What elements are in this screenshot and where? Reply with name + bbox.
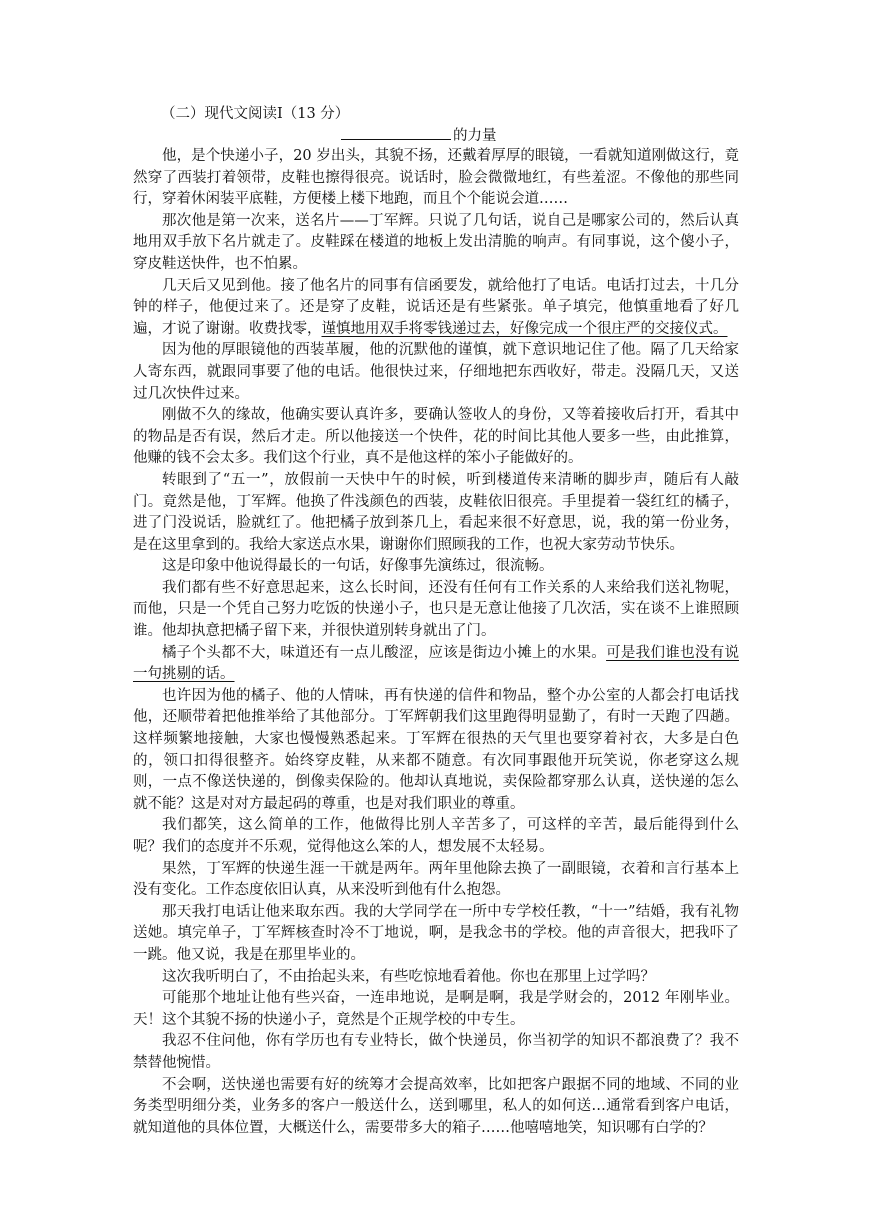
article-body xyxy=(133,146,739,1139)
title-blank-line xyxy=(341,124,451,140)
section-heading: （二）现代文阅读Ⅰ（13 分） xyxy=(161,106,350,122)
paragraph-5: 刚做不久的缘故，他确实要认真许多，要确认签收人的身份，又等着接收后打开，看其中的物品是否有误，然后才走。所以他接送一个快件，花的时间比其他人要多一些，由此推算，他赚的钱不会太多。我们这个行业，真不是他这样的笨小子能做好的。 xyxy=(133,407,739,467)
paragraph-10: 也许因为他的橘子、他的人情味，再有快递的信件和物品，整个办公室的人都会打电话找他，还顺带着把他推举给了其他部分。丁军辉朝我们这里跑得明显勤了，有时一天跑了四趟。这样频繁地接触，大家也慢慢熟悉起来。丁军辉在很热的天气里也要穿着衬衣，大多是白色的，领口扣得很整齐。始终穿皮鞋，从来都不随意。有次同事跟他开玩笑说，你老穿这么规则，一点不像送快递的，倒像卖保险的。他却认真地说，卖保险都穿那么认真，送快递的怎么就不能？这是对对方最起码的尊重，也是对我们职业的尊重。 xyxy=(133,687,739,812)
paragraph-17: 不会啊，送快递也需要有好的统筹才会提高效率，比如把客户跟据不同的地域、不同的业务类型明细分类，业务多的客户一般送什么，送到哪里，私人的如何送…通常看到客户电话，就知道他的具体位置，大概送什么，需要带多大的箱子……他嘻嘻地笑，知识哪有白学的？ xyxy=(133,1076,739,1136)
paragraph-6: 转眼到了“五一”，放假前一天快中午的时候，听到楼道传来清晰的脚步声，随后有人敲门。竟然是他，丁军辉。他换了件浅颜色的西装，皮鞋依旧很亮。手里提着一袋红红的橘子，进了门没说话，脸就红了。他把橘子放到茶几上，看起来很不好意思，说，我的第一份业务，是在这里拿到的。我给大家送点水果，谢谢你们照顾我的工作，也祝大家劳动节快乐。 xyxy=(133,471,739,553)
paragraph-7: 这是印象中他说得最长的一句话，好像事先演练过，很流畅。 xyxy=(162,558,554,575)
paragraph-1: 他，是个快递小子，20 岁出头，其貌不扬，还戴着厚厚的眼镜，一看就知道刚做这行，竟然穿了西装打着领带，皮鞋也擦得很亮。说话时，脸会微微地红，有些羞涩。不像他的那些同行，穿着休闲装平底鞋，方便楼上楼下地跑，而且个个能说会道…… xyxy=(133,148,739,208)
underlined-sentence-1: 谨慎地用双手将零钱递过去，好像完成一个很庄严的交接仪式。 xyxy=(321,320,728,337)
paragraph-4: 因为他的厚眼镜他的西装革履，他的沉默他的谨慎，就下意识地记住了他。隔了几天给家人寄东西，就跟同事要了他的电话。他很快过来，仔细地把东西收好，带走。没隔几天，又送过几次快件过来。 xyxy=(133,342,739,402)
paragraph-16: 我忍不住问他，你有学历也有专业特长，做个快递员，你当初学的知识不都浪费了？我不禁替他惋惜。 xyxy=(133,1033,739,1071)
paragraph-14: 这次我听明白了，不由抬起头来，有些吃惊地看着他。你也在那里上过学吗？ xyxy=(162,968,655,985)
paragraph-13: 那天我打电话让他来取东西。我的大学同学在一所中专学校任教，“十一”结婚，我有礼物送她。填完单子，丁军辉核查时冷不丁地说，啊，是我念书的学校。他的声音很大，把我吓了一跳。他又说，我是在那里毕业的。 xyxy=(133,903,739,963)
article-title xyxy=(341,124,497,147)
paragraph-8: 我们都有些不好意思起来，这么长时间，还没有任何有工作关系的人来给我们送礼物呢，而他，只是一个凭自己努力吃饭的快递小子，也只是无意让他接了几次活，实在谈不上谁照顾谁。他却执意把橘子留下来，并很快道别转身就出了门。 xyxy=(133,579,739,640)
paragraph-9: 橘子个头都不大，味道还有一点儿酸涩，应该是街边小摊上的水果。可是我们谁也没有说一句挑剔的话。 xyxy=(133,644,739,683)
underlined-sentence-2: 可是我们谁也没有说一句挑剔的话。 xyxy=(133,644,739,683)
paragraph-11: 我们都笑，这么简单的工作，他做得比别人辛苦多了，可这样的辛苦，最后能得到什么呢？我们的态度并不乐观，觉得他这么笨的人，想发展不太轻易。 xyxy=(133,817,739,855)
paragraph-15: 可能那个地址让他有些兴奋，一连串地说，是啊是啊，我是学财会的，2012 年刚毕业。天！这个其貌不扬的快递小子，竟然是个正规学校的中专生。 xyxy=(133,990,739,1028)
paragraph-3: 几天后又见到他。接了他名片的同事有信函要发，就给他打了电话。电话打过去，十几分钟的样子，他便过来了。还是穿了皮鞋，说话还是有些紧张。单子填完，他慎重地看了好几遍，才说了谢谢。收费找零，谨慎地用双手将零钱递过去，好像完成一个很庄严的交接仪式。 xyxy=(133,277,739,337)
title-suffix: 的力量 xyxy=(453,128,497,144)
paragraph-2: 那次他是第一次来，送名片——丁军辉。只说了几句话，说自己是哪家公司的，然后认真地用双手放下名片就走了。皮鞋踩在楼道的地板上发出清脆的响声。有同事说，这个傻小子，穿皮鞋送快件，也不怕累。 xyxy=(133,212,739,272)
paragraph-12: 果然，丁军辉的快递生涯一干就是两年。两年里他除去换了一副眼镜，衣着和言行基本上没有变化。工作态度依旧认真，从来没听到他有什么抱怨。 xyxy=(133,860,739,899)
